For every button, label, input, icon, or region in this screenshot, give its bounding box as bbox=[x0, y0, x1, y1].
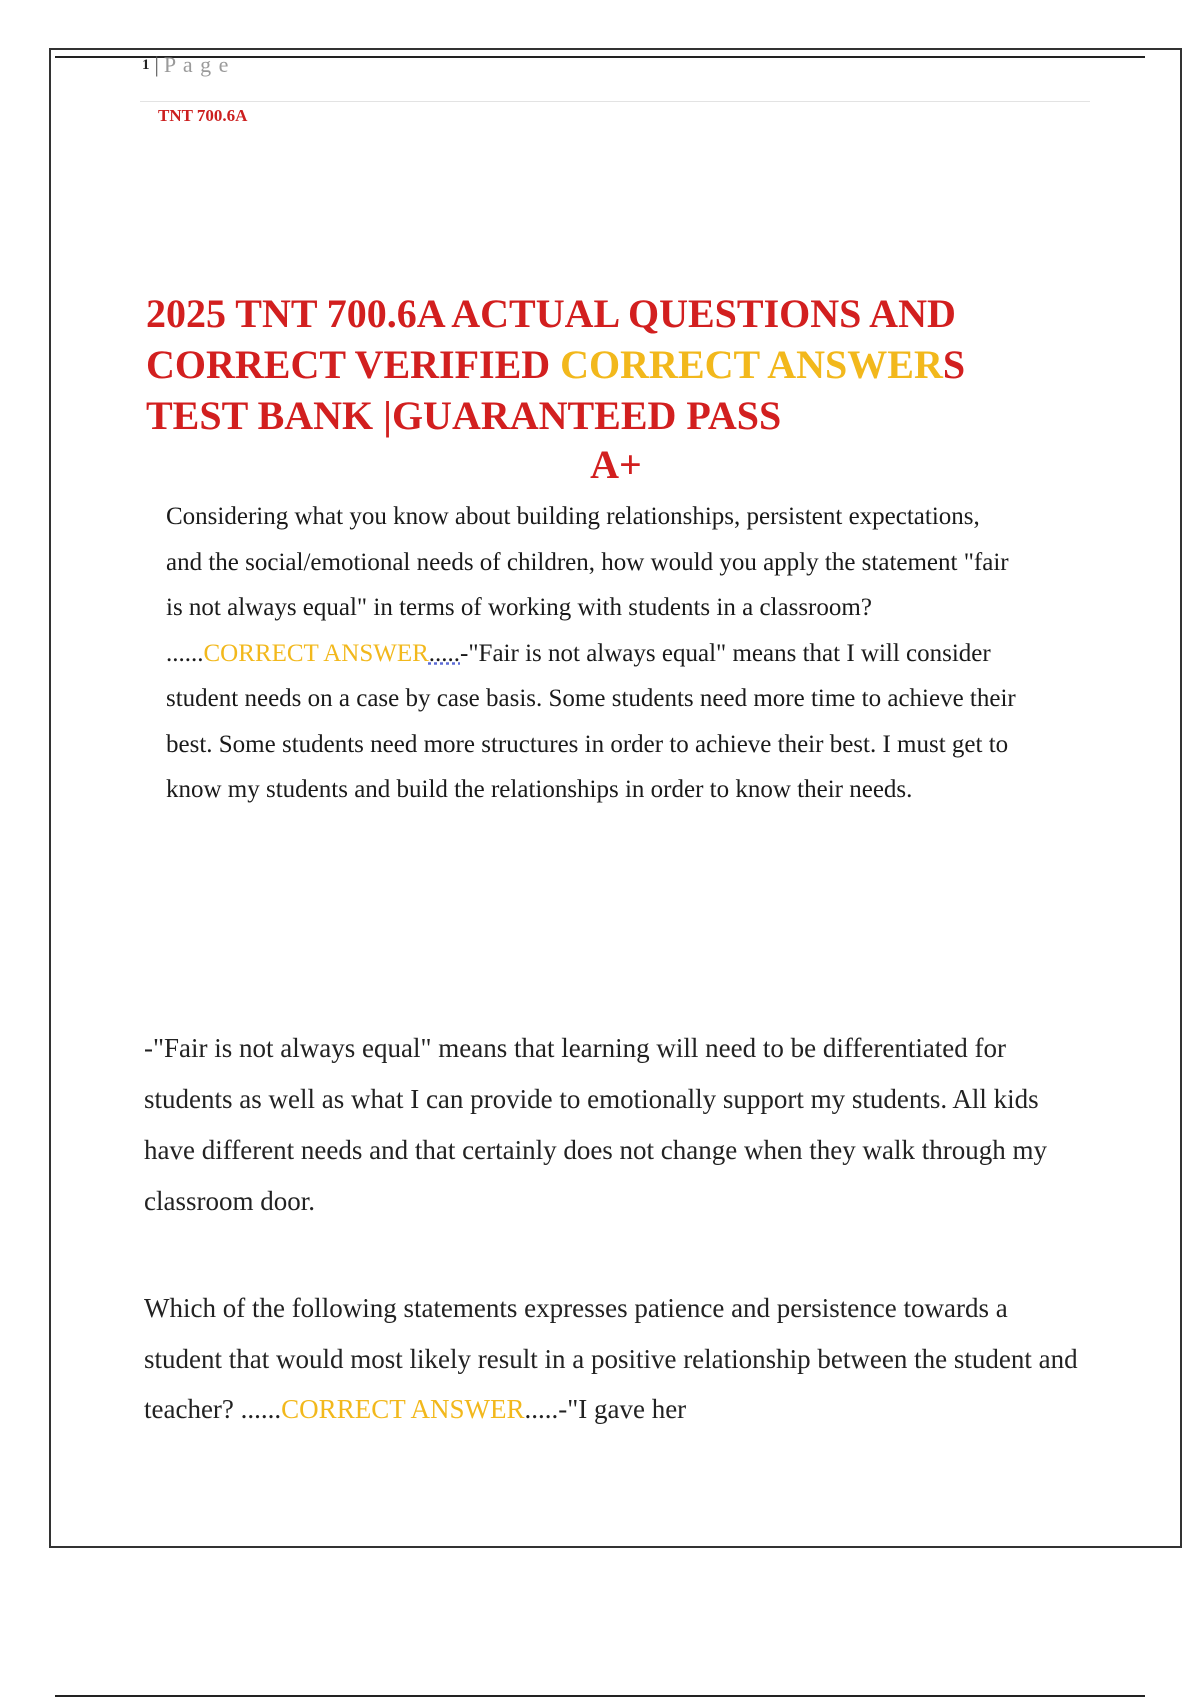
answer-3-text: -"I gave her bbox=[558, 1394, 687, 1424]
correct-answer-label-1: CORRECT ANSWER bbox=[203, 639, 429, 667]
question-answer-3 bbox=[144, 1283, 1084, 1435]
answer-1-text: -"Fair is not always equal" means that I will consider student needs on a case by case basis. Some students need more time to achieve their best. Some students need more structures in order to achieve their best. I must get to know my students and build the relationships in order to know their needs. bbox=[166, 639, 1016, 803]
question-answer-1 bbox=[166, 494, 1016, 813]
title-line-2-yellow: CORRECT ANSWER bbox=[560, 342, 943, 387]
answer-dots-3: ..... bbox=[524, 1394, 559, 1424]
question-1-text: Considering what you know about building relationships, persistent expectations, and the social/emotional needs of children, how would you apply the statement "fair is not always equal" in terms of working with students in a classroom? ...... bbox=[166, 503, 1009, 667]
answer-2 bbox=[144, 1023, 1084, 1227]
title-line-1: 2025 TNT 700.6A ACTUAL QUESTIONS AND bbox=[146, 291, 956, 336]
title-line-2-red: CORRECT VERIFIED bbox=[146, 342, 561, 387]
title-line-2-red-tail: S bbox=[942, 342, 966, 387]
answer-2-text: -"Fair is not always equal" means that learning will need to be differentiated for students as well as what I can provide to emotionally support my students. All kids have different needs and that certainly does not change when they walk through my classroom door. bbox=[144, 1033, 1047, 1216]
page-number-value: 1 bbox=[142, 56, 151, 73]
title-line-3: TEST BANK |GUARANTEED PASS bbox=[146, 393, 782, 438]
document-title bbox=[146, 288, 1046, 490]
bottom-rule bbox=[55, 1695, 1145, 1697]
title-grade: A+ bbox=[590, 442, 642, 487]
header-rule bbox=[140, 101, 1090, 102]
page-number bbox=[142, 52, 229, 78]
header-doc-code: TNT 700.6A bbox=[158, 106, 248, 125]
page-label: P a g e bbox=[163, 52, 230, 77]
question-3-text: Which of the following statements expresses patience and persistence towards a student that would most likely result in a positive relationship between the student and teacher? ...... bbox=[144, 1293, 1078, 1424]
correct-answer-label-3: CORRECT ANSWER bbox=[281, 1394, 525, 1424]
answer-dots-1: ..... bbox=[428, 639, 461, 667]
page-number-separator: | bbox=[154, 52, 160, 77]
